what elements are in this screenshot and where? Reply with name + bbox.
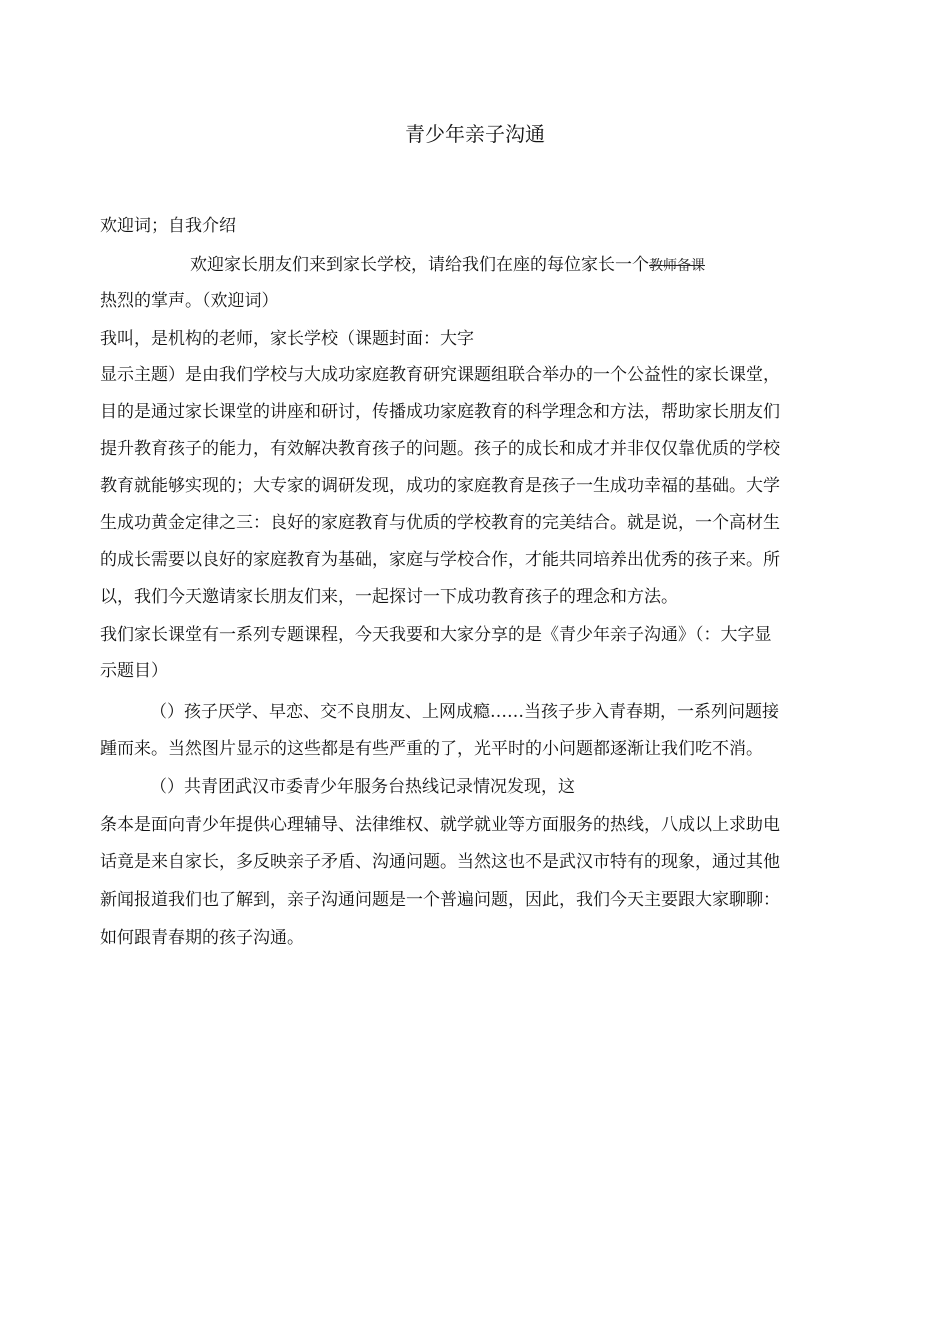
text-line-content: 欢迎家长朋友们来到家长学校，请给我们在座的每位家长一个 (190, 255, 649, 275)
text-line: 以，我们今天邀请家长朋友们来，一起探讨一下成功教育孩子的理念和方法。 (100, 587, 678, 607)
strikethrough-note: 教师备课 (649, 258, 705, 274)
text-line: （）共青团武汉市委青少年服务台热线记录情况发现，这 (150, 777, 575, 797)
text-line: 我们家长课堂有一系列专题课程，今天我要和大家分享的是《青少年亲子沟通》（：大字显 (100, 625, 772, 645)
text-line: 目的是通过家长课堂的讲座和研讨，传播成功家庭教育的科学理念和方法，帮助家长朋友们 (100, 402, 780, 422)
text-line (190, 250, 705, 281)
text-line: 如何跟青春期的孩子沟通。 (100, 928, 304, 948)
text-line: 新闻报道我们也了解到，亲子沟通问题是一个普遍问题，因此，我们今天主要跟大家聊聊： (100, 890, 780, 910)
text-line: 欢迎词；自我介绍 (100, 216, 236, 236)
text-line: 的成长需要以良好的家庭教育为基础，家庭与学校合作，才能共同培养出优秀的孩子来。所 (100, 550, 780, 570)
document-title: 青少年亲子沟通 (405, 122, 545, 146)
text-line: 热烈的掌声。（欢迎词） (100, 291, 279, 311)
text-line: 条本是面向青少年提供心理辅导、法律维权、就学就业等方面服务的热线，八成以上求助电 (100, 815, 780, 835)
text-line: 提升教育孩子的能力，有效解决教育孩子的问题。孩子的成长和成才并非仅仅靠优质的学校 (100, 439, 780, 459)
text-line: 我叫，是机构的老师，家长学校（课题封面：大字 (100, 329, 474, 349)
text-line: 生成功黄金定律之三：良好的家庭教育与优质的学校教育的完美结合。就是说，一个高材生 (100, 513, 780, 533)
text-line: 显示主题）是由我们学校与大成功家庭教育研究课题组联合举办的一个公益性的家长课堂， (100, 365, 780, 385)
text-line: 话竟是来自家长，多反映亲子矛盾、沟通问题。当然这也不是武汉市特有的现象，通过其他 (100, 852, 780, 872)
text-line: 踵而来。当然图片显示的这些都是有些严重的了，光平时的小问题都逐渐让我们吃不消。 (100, 739, 763, 759)
text-line: （）孩子厌学、早恋、交不良朋友、上网成瘾……当孩子步入青春期，一系列问题接 (150, 702, 779, 722)
text-line: 示题目） (100, 661, 168, 681)
text-line: 教育就能够实现的；大专家的调研发现，成功的家庭教育是孩子一生成功幸福的基础。大学 (100, 476, 780, 496)
